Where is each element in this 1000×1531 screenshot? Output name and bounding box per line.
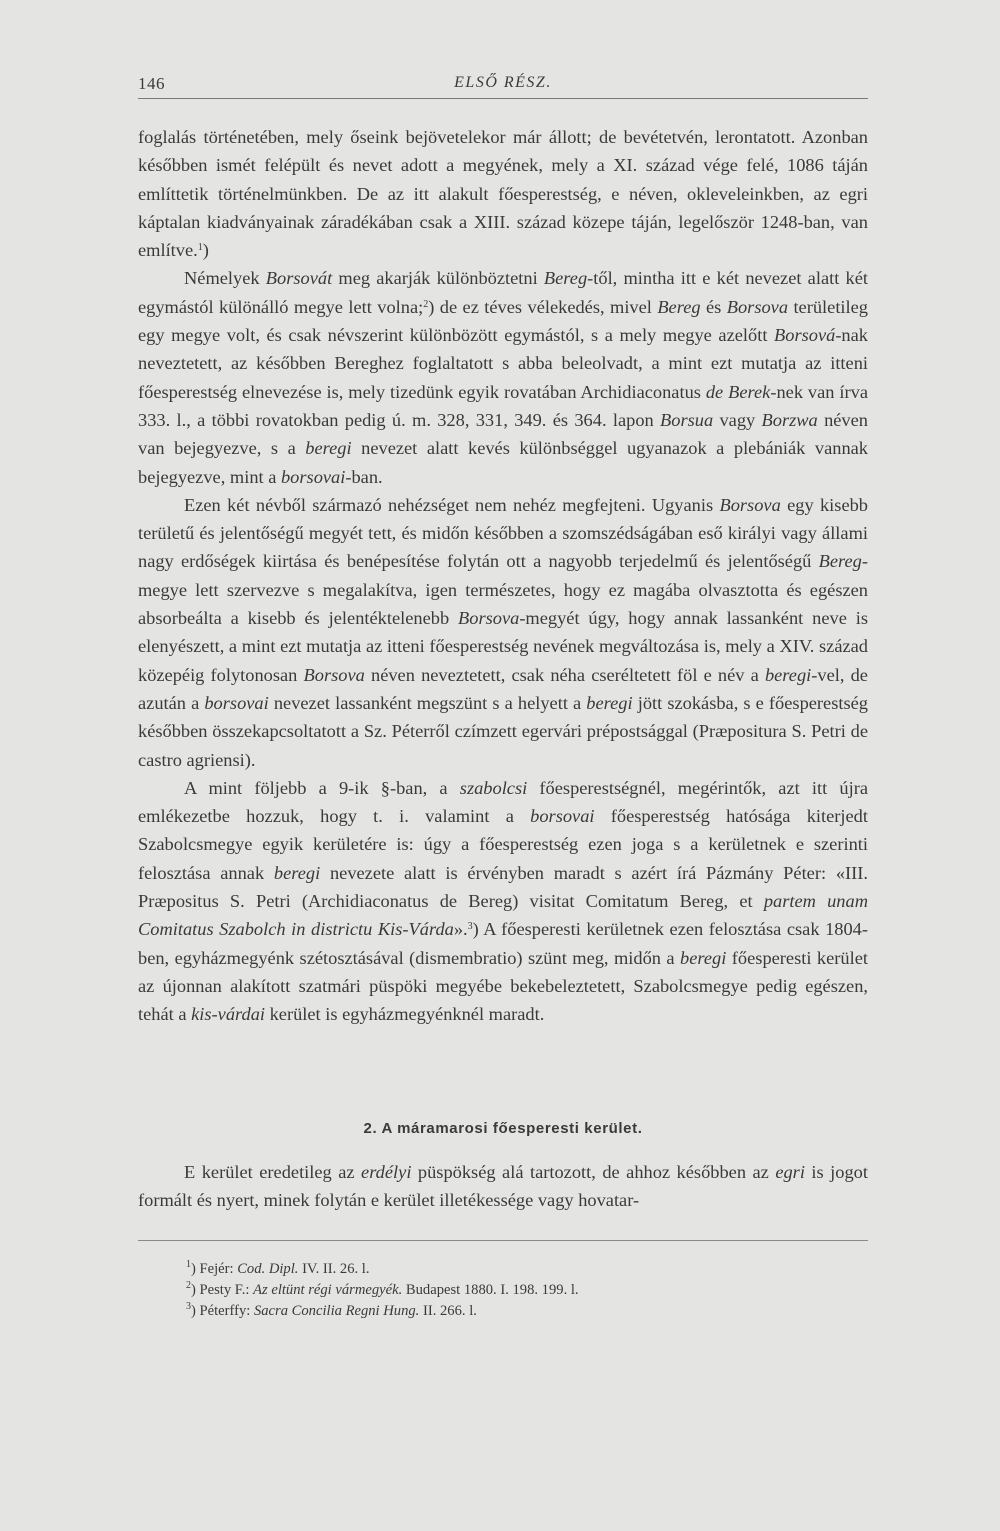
text-run: -ban. [345, 466, 383, 487]
footnote-marker: 3 [186, 1301, 191, 1312]
italic-text: partem unam Comitatus Szabolch in districtu Kis-Várda [138, 891, 868, 940]
paragraph [138, 123, 868, 264]
paragraph [138, 1158, 868, 1215]
footnote [138, 1259, 868, 1280]
italic-text: erdélyi [361, 1162, 412, 1182]
paragraph [138, 774, 868, 1029]
text-run: jött szokásba, s e főesperestség későbben összekapcsoltatott a Sz. Péterről czímzett egervári prépostsággal (Præpositura S. Petri de castro agriensi). [138, 692, 868, 770]
text-run: -től, mintha itt e két nevezet alatt két egymástól különálló megye lett volna; [138, 268, 868, 317]
text-run: főesperestségnél, megérintők, azt itt újra emlékezetbe hozzuk, hogy t. i. valamint a [138, 777, 869, 827]
text-run: nevezet alatt kevés különbséggel ugyanazok a plebániák vannak bejegyezve, mint a [138, 438, 868, 487]
italic-text: Az eltünt régi vármegyék. [253, 1282, 403, 1298]
text-run: -vel, de azután a [138, 664, 868, 713]
italic-text: Borsova [726, 296, 789, 317]
text-run: ». [453, 919, 468, 940]
italic-text: Borsovát [265, 268, 333, 289]
italic-text: borsovai [280, 466, 346, 487]
paragraph [138, 491, 868, 774]
section-heading: 2. A máramarosi főesperesti kerület. [363, 1120, 643, 1137]
text-run: -nek van írva 333. l., a többi rovatokban pedig ú. m. 328, 331, 349. és 364. lapon [138, 381, 868, 430]
text-run: A mint följebb a 9-ik §-ban, a [184, 777, 460, 798]
text-run: főesperestség hatósága kiterjedt Szabolcsmegye egyik kerületére is: úgy a főesperestség ezen joga s a kerületnek e szerinti felosztása annak [138, 806, 868, 883]
text-run: meg akarják különböztetni [332, 268, 544, 289]
text-run: -megyét úgy, hogy annak lassanként neve is elenyészett, a mint ezt mutatja az itteni főesperestség nevének megváltozása is, mely a XIV. század közepéig folytonosan [138, 608, 868, 685]
footnote-marker: 3 [467, 921, 473, 933]
text-run: ) [202, 240, 209, 261]
italic-text: Cod. Dipl. [237, 1261, 299, 1277]
text-run: kerület is egyházmegyénknél maradt. [265, 1004, 545, 1025]
text-run: területileg egy megye volt, és csak névszerint különbözött egymástól, s a mely megye azelőtt [138, 296, 869, 346]
italic-text: borsovai [530, 806, 595, 827]
italic-text: borsovai [204, 692, 269, 713]
italic-text: Bereg [657, 296, 701, 317]
text-run: E kerület eredetileg az [184, 1162, 362, 1182]
text-run: ) Péterffy: [191, 1303, 254, 1319]
italic-text: beregi [586, 692, 633, 713]
text-run: vagy [713, 409, 762, 430]
page-number: 146 [138, 74, 165, 93]
italic-text: Borsova [458, 608, 520, 629]
text-run: -nak neveztetett, az későbben Bereghez foglaltatott s abba beleolvadt, a mint ezt mutatja az itteni főesperestség elnevezése is, mely tizedünk egyik rovatában Archidiaconatus [138, 325, 868, 402]
text-run: IV. II. 26. l. [298, 1261, 370, 1277]
text-run: ) Fejér: [191, 1261, 238, 1277]
italic-text: beregi [680, 947, 727, 968]
italic-text: Bereg [543, 268, 588, 289]
text-run: egy kisebb területű és jelentőségű megyét tett, és midőn későbben a szomszédságában eső királyi vagy állami nagy erdőségek kiirtása és benépesítése folytán ott a nagyobb terjedelmű és jelentőségű [138, 494, 869, 572]
text-run: néven neveztetett, csak néha cseréltetett föl e név a [364, 664, 765, 685]
body-text [138, 123, 868, 1029]
text-run: ) A főesperesti kerületnek ezen felosztása csak 1804-ben, egyházmegyénk szétosztásával (dismembratio) szünt meg, midőn a [138, 919, 868, 968]
text-run: és [700, 296, 727, 317]
footnote [138, 1280, 868, 1301]
text-run: -megye lett szervezve s megalakítva, igen természetes, hogy ez magába olvasztotta és egészen absorbeálta a kisebb és jelentéktelenebb [138, 551, 868, 629]
italic-text: Borsua [660, 409, 714, 430]
italic-text: Borsova [719, 494, 781, 515]
text-run: nevezete alatt is érvényben maradt s azért írá Pázmány Péter: «III. Præpositus S. Petri (Archidiaconatus de Bereg) visitat Comitatum Bereg, et [138, 862, 868, 912]
italic-text: Borzwa [761, 409, 818, 430]
running-head [138, 72, 868, 99]
italic-text: beregi [764, 664, 812, 685]
footnote [138, 1301, 868, 1322]
text-run: ) de ez téves vélekedés, mivel [428, 296, 658, 317]
text-run: főesperesti kerület az újonnan alakított szatmári püspöki megyébe bekebeleztetett, Szabolcsmegye pedig egészen, tehát a [138, 947, 868, 1025]
footnote-divider [138, 1240, 868, 1241]
italic-text: Borsová [774, 325, 836, 346]
footnote-marker: 1 [186, 1259, 191, 1270]
italic-text: Sacra Concilia Regni Hung. [253, 1303, 420, 1319]
text-run: néven van bejegyezve, s a [138, 409, 868, 459]
footnotes [138, 1259, 868, 1322]
footnote-marker: 2 [423, 298, 429, 310]
text-run: II. 266. l. [419, 1303, 477, 1319]
section-text [138, 1158, 868, 1215]
italic-text: szabolcsi [459, 777, 528, 798]
footnote-marker: 1 [197, 242, 203, 254]
running-title: ELSŐ RÉSZ. [454, 74, 552, 91]
text-run: püspökség alá tartozott, de ahhoz későbben az [411, 1162, 776, 1182]
italic-text: Borsova [303, 664, 365, 685]
text-run: ) Pesty F.: [191, 1282, 254, 1298]
text-run: is jogot formált és nyert, minek folytán e kerület illetékessége vagy hovatar- [138, 1162, 868, 1211]
italic-text: kis-várdai [191, 1004, 265, 1025]
footnote-marker: 2 [186, 1280, 191, 1291]
italic-text: Bereg [818, 551, 862, 572]
text-run: Ezen két névből származó nehézséget nem nehéz megfejteni. Ugyanis [184, 494, 720, 515]
italic-text: de Berek [705, 381, 771, 402]
text-run: Némelyek [184, 268, 266, 289]
italic-text: beregi [273, 862, 321, 883]
text-run: nevezet lassanként megszünt s a helyett a [268, 692, 587, 713]
text-run: foglalás történetében, mely őseink bejövetelekor már állott; de bevétetvén, lerontatott. Azonban későbben ismét felépült és nevet adott a megyének, mely a XI. század vége felé, 1086 táján említtetik történelmünkben. De az itt alakult főesperestség, e néven, okleveleinkben, az egri káptalan kiadványainak záradékában csak a XIII. század közepe táján, legelőször 1248-ban, van említve. [138, 127, 868, 261]
italic-text: beregi [305, 438, 352, 459]
paragraph [138, 264, 868, 490]
italic-text: egri [775, 1162, 805, 1182]
text-run: Budapest 1880. I. 198. 199. l. [402, 1282, 579, 1298]
